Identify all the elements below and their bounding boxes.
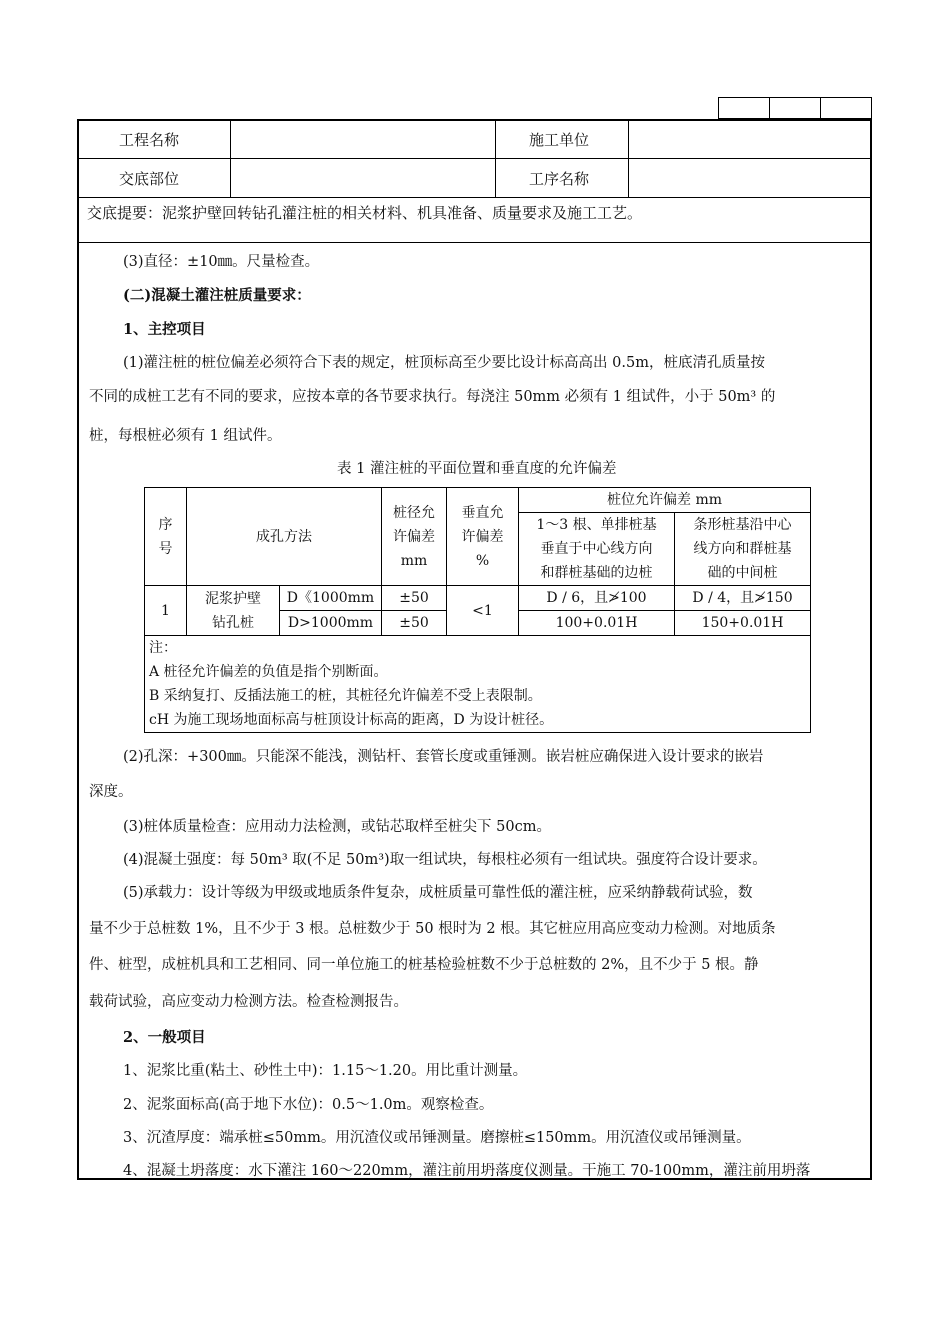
th-diameter: 桩径允 许偏差 mm [382,488,447,586]
subheading-general-items: 2、一般项目 [123,1029,206,1046]
general-item-4: 4、混凝土坍落度：水下灌注 160～220mm，灌注前用坍落度仪测量。干施工 70-100mm，灌注前用坍落 [123,1163,811,1179]
th-position-middle: 条形桩基沿中心 线方向和群桩基 础的中间桩 [675,513,811,586]
table-title: 表 1 灌注桩的平面位置和垂直度的允许偏差 [337,461,617,477]
paragraph-1-line-3: 桩，每根桩必须有 1 组试件。 [89,428,282,444]
general-item-2: 2、泥浆面标高(高于地下水位)：0.5～1.0m。观察检查。 [123,1097,494,1113]
construction-unit-label: 施工单位 [529,131,590,149]
construction-unit-value [629,121,870,158]
paragraph-3: (3)桩体质量检查：应用动力法检测，或钻芯取样至桩尖下 50cm。 [123,819,551,835]
general-item-3: 3、沉渣厚度：端承桩≤50mm。用沉渣仪或吊锤测量。磨擦桩≤150mm。用沉渣仪或吊锤测量。 [123,1130,751,1146]
paragraph-5-line-2: 量不少于总桩数 1%，且不少于 3 根。总桩数少于 50 根时为 2 根。其它桩应用高应变动力检测。对地质条 [89,921,776,937]
document-frame [77,119,872,1180]
handover-part-value [231,159,496,197]
row1-condition: D《1000mm [280,586,382,611]
section-heading-2: (二)混凝土灌注桩质量要求： [123,287,311,304]
row-vertical: <1 [447,586,519,636]
handover-part-label-cell [79,159,231,197]
paragraph-5-line-4: 载荷试验，高应变动力检测方法。检查检测报告。 [89,994,408,1010]
pile-deviation-table [144,487,811,733]
handover-part-label: 交底部位 [119,169,180,188]
note-line: cH 为施工现场地面标高与桩顶设计标高的距离，D 为设计桩径。 [149,712,554,728]
row2-condition: D>1000mm [280,611,382,636]
row2-edge: 100+0.01H [519,611,675,636]
top-box-1 [718,97,769,119]
note-line: 注： [149,640,177,656]
general-item-1: 1、泥浆比重(粘土、砂性土中)：1.15～1.20。用比重计测量。 [123,1063,528,1079]
note-line: B 采纳复打、反插法施工的桩，其桩径允许偏差不受上表限制。 [149,688,542,704]
summary-text: 交底提要：泥浆护壁回转钻孔灌注桩的相关材料、机具准备、质量要求及施工工艺。 [87,204,643,222]
header-row-2 [79,159,870,198]
paragraph-5-line-1: (5)承载力：设计等级为甲级或地质条件复杂，成桩质量可靠性低的灌注桩，应采纳静载荷试验，数 [123,885,753,901]
construction-unit-label-cell [496,121,629,158]
row1-diameter: ±50 [382,586,447,611]
process-name-label: 工序名称 [529,169,590,188]
summary-row [79,198,870,243]
project-name-label-cell [79,121,231,158]
top-right-boxes [718,97,872,119]
paragraph-1-line-2: 不同的成桩工艺有不同的要求，应按本章的各节要求执行。每浇注 50mm 必须有 1 组试件，小于 50m³ 的 [89,389,776,405]
paragraph-2-line-1: (2)孔深：+300㎜。只能深不能浅，测钻杆、套管长度或重锤测。嵌岩桩应确保进入设计要求的嵌岩 [123,749,764,765]
row-no: 1 [145,586,187,636]
process-name-value [629,159,870,197]
project-name-value [231,121,496,158]
subheading-main-items: 1、主控项目 [123,321,206,338]
th-vertical: 垂直允 许偏差 % [447,488,519,586]
row2-diameter: ±50 [382,611,447,636]
th-position-edge: 1～3 根、单排桩基 垂直于中心线方向 和群桩基础的边桩 [519,513,675,586]
row2-middle: 150+0.01H [675,611,811,636]
paragraph-1-line-1: (1)灌注桩的桩位偏差必须符合下表的规定，桩顶标高至少要比设计标高高出 0.5m，桩底清孔质量按 [123,355,765,371]
process-name-label-cell [496,159,629,197]
top-box-3 [820,97,872,119]
row1-edge: D / 6，且≯100 [519,586,675,611]
paragraph-2-line-2: 深度。 [89,784,133,800]
th-method: 成孔方法 [187,488,382,586]
header-row-1 [79,121,870,159]
note-line: A 桩径允许偏差的负值是指个别断面。 [149,664,388,680]
paragraph-4: (4)混凝土强度：每 50m³ 取(不足 50m³)取一组试块，每根柱必须有一组试块。强度符合设计要求。 [123,852,767,868]
th-no: 序 号 [145,488,187,586]
project-name-label: 工程名称 [119,131,180,149]
line-diameter: (3)直径：±10㎜。尺量检查。 [123,254,320,270]
row-method: 泥浆护壁 钻孔桩 [187,586,280,636]
paragraph-5-line-3: 件、桩型，成桩机具和工艺相同、同一单位施工的桩基检验桩数不少于总桩数的 2%，且不少于 5 根。静 [89,957,759,973]
table-notes [145,636,811,733]
th-position: 桩位允许偏差 mm [519,488,811,513]
top-box-2 [769,97,820,119]
row1-middle: D / 4，且≯150 [675,586,811,611]
